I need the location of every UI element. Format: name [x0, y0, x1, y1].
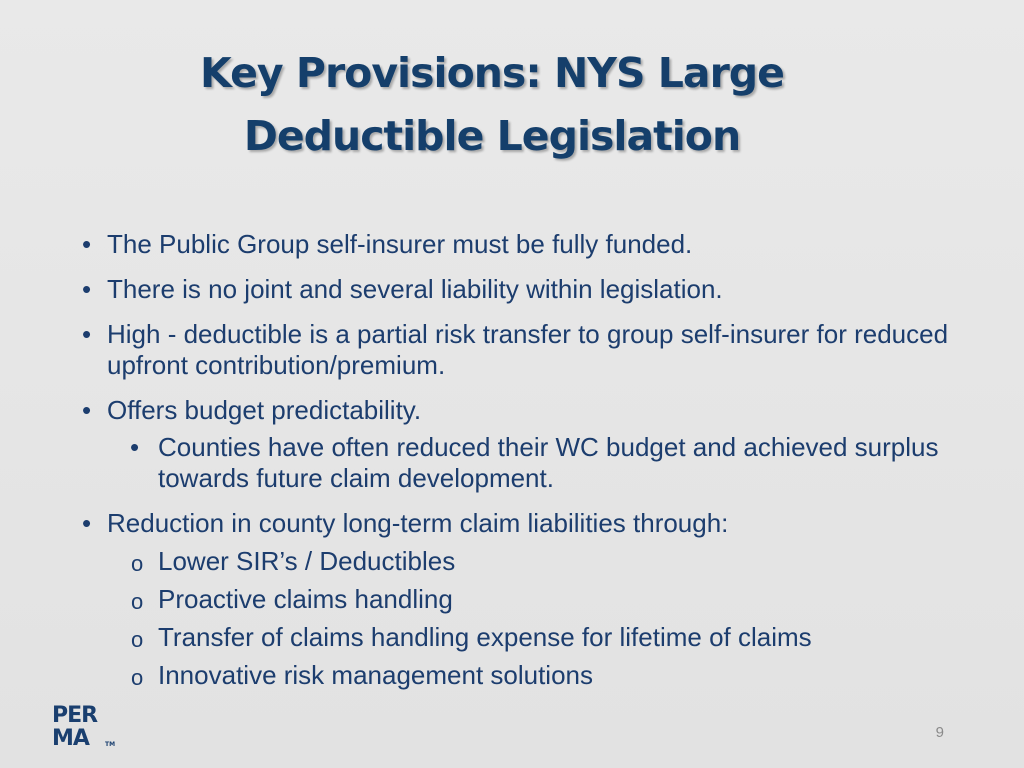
bullet-item	[80, 319, 960, 381]
sub-item-text: Proactive claims handling	[158, 584, 453, 614]
logo-line-1: PER	[52, 703, 98, 728]
sub-item	[80, 660, 960, 691]
bullet-marker: •	[82, 229, 92, 259]
circle-marker: o	[131, 551, 144, 576]
sub-item-text: Transfer of claims handling expense for lifetime of claims	[158, 622, 812, 652]
sub-item-text: Lower SIR’s / Deductibles	[158, 546, 456, 576]
circle-marker: o	[131, 627, 144, 652]
sub-bullet-text: Counties have often reduced their WC budget and achieved surplus towards future claim development.	[158, 432, 939, 493]
bullet-text: Reduction in county long-term claim liabilities through:	[107, 508, 729, 538]
sub-item-text: Innovative risk management solutions	[158, 660, 594, 690]
bullet-item	[80, 395, 960, 494]
bullet-marker: •	[82, 508, 92, 538]
sub-item	[80, 546, 960, 577]
bullet-item	[80, 274, 960, 305]
sub-bullet-item	[80, 432, 960, 494]
bullet-marker: •	[82, 395, 92, 425]
bullet-text: There is no joint and several liability within legislation.	[107, 274, 723, 304]
title-line-1: Key Provisions: NYS Large	[200, 49, 784, 97]
bullet-text: Offers budget predictability.	[107, 395, 422, 425]
bullet-marker: •	[82, 319, 92, 349]
bullet-marker: •	[82, 274, 92, 304]
bullet-text: The Public Group self-insurer must be fully funded.	[107, 229, 693, 259]
bullet-list	[80, 229, 960, 705]
sub-item	[80, 622, 960, 653]
circle-marker: o	[131, 665, 144, 690]
circle-marker: o	[131, 589, 144, 614]
sub-item	[80, 584, 960, 615]
bullet-item	[80, 508, 960, 691]
title-line-2: Deductible Legislation	[243, 112, 741, 160]
sub-bullet-marker: •	[130, 432, 140, 462]
perma-logo	[52, 703, 116, 754]
bullet-text: High - deductible is a partial risk transfer to group self-insurer for reduced upfront contribution/premium.	[107, 319, 949, 380]
bullet-item	[80, 229, 960, 260]
logo-line-2: MA	[52, 726, 89, 751]
page-number: 9	[935, 724, 944, 741]
logo-trademark: TM	[105, 741, 116, 748]
slide-title	[112, 42, 872, 168]
